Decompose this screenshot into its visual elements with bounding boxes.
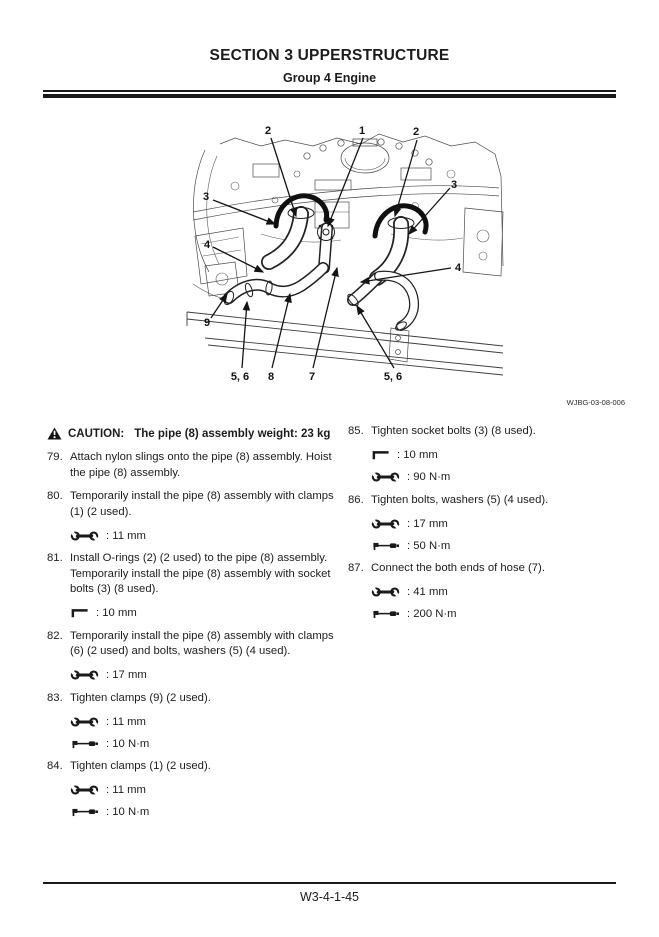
spec-row-wrench [70,529,340,542]
torque-wrench-icon [70,738,99,750]
spec-row-torque [70,806,340,819]
spec-row-wrench [371,586,636,599]
step-number: 84. [47,760,63,772]
engine-diagram [165,116,521,398]
step-text: Tighten socket bolts (3) (8 used). [371,425,536,437]
callout-label: 7 [308,371,316,383]
step-text: Tighten clamps (9) (2 used). [70,691,211,704]
section-title: SECTION 3 UPPERSTRUCTURE [209,47,450,64]
spec-row-wrench [371,471,636,484]
wrench-icon [371,518,400,530]
spec-value: : 10 N·m [106,806,150,818]
step-84 [47,759,340,775]
step-number: 82. [47,629,63,642]
engine-piping-figure [165,116,521,398]
callout-label: 2 [412,126,420,138]
step-80 [47,489,340,520]
step-text: Install O-rings (2) (2 used) to the pipe (8) assembly. Temporarily install the pipe (8) assembly with socket bolts (3) (8 used). [70,552,331,595]
step-number: 79. [47,451,63,463]
callout-label: 4 [454,262,462,274]
page-number: W3-4-1-45 [299,890,360,904]
callout-label: 1 [358,125,366,137]
frame-rails [187,312,503,375]
spec-row-hex-key [371,449,636,462]
caution-label: CAUTION: [68,427,125,440]
wrench-icon [70,784,99,796]
spec-value: : 11 mm [106,715,146,728]
figure-reference-code: WJBG-03-08-006 [566,398,625,407]
step-79 [47,450,340,481]
spec-value: : 10 mm [96,607,137,619]
callout-label: 8 [267,371,275,383]
spec-value: : 90 N·m [407,471,451,483]
step-number: 85. [348,425,364,437]
steps-column-left [47,427,340,828]
step-86 [348,493,636,509]
step-number: 83. [47,691,63,704]
wrench-icon [70,669,99,681]
group-title: Group 4 Engine [282,71,377,85]
hex-key-icon [371,449,390,461]
warning-triangle-icon [47,427,62,440]
spec-value: : 200 N·m [407,608,457,620]
spec-row-wrench [70,669,340,682]
spec-value: : 41 mm [407,586,448,598]
spec-value: : 11 mm [106,529,146,542]
torque-wrench-icon [371,608,400,620]
step-number: 86. [348,493,364,506]
header-rule-thin [43,90,616,92]
step-87 [348,561,636,577]
spec-row-torque [371,608,636,621]
callout-label: 2 [264,125,272,137]
callout-label: 5, 6 [230,371,250,383]
callout-label: 5, 6 [383,371,403,383]
step-text: Attach nylon slings onto the pipe (8) assembly. Hoist the pipe (8) assembly. [70,451,332,479]
spec-row-hex-key [70,607,340,620]
caution-text: The pipe (8) assembly weight: 23 kg [134,427,331,440]
wrench-icon [70,716,99,728]
step-text: Connect the both ends of hose (7). [371,562,545,574]
spec-row-torque [371,539,636,552]
spec-value: : 10 N·m [106,737,150,750]
step-text: Temporarily install the pipe (8) assembly with clamps (1) (2 used). [70,490,334,518]
step-text: Tighten bolts, washers (5) (4 used). [371,493,549,506]
wrench-icon [70,530,99,542]
callout-label: 3 [450,179,458,191]
header-rule-thick [43,94,616,98]
step-number: 80. [47,490,63,502]
spec-value: : 50 N·m [407,539,451,552]
caution-note [47,427,340,440]
callout-label: 4 [203,239,211,251]
step-text: Temporarily install the pipe (8) assembly with clamps (6) (2 used) and bolts, washers (5) (4 used). [70,629,334,657]
footer-rule [43,882,616,884]
step-81 [47,551,340,598]
steps-column-right [348,424,636,630]
spec-value: : 11 mm [106,784,146,796]
step-85 [348,424,636,440]
wrench-icon [371,471,400,483]
engine-background-sketch [193,134,503,300]
spec-row-torque [70,737,340,750]
callout-label: 3 [202,191,210,203]
step-82 [47,629,340,660]
hex-key-icon [70,607,89,619]
callout-label: 9 [203,317,211,329]
step-number: 87. [348,562,364,574]
step-number: 81. [47,552,63,564]
spec-row-wrench [70,715,340,728]
spec-value: : 17 mm [407,517,448,530]
step-83 [47,691,340,707]
spec-row-wrench [70,784,340,797]
spec-row-wrench [371,517,636,530]
torque-wrench-icon [371,540,400,552]
spec-value: : 17 mm [106,669,147,681]
torque-wrench-icon [70,806,99,818]
wrench-icon [371,586,400,598]
step-text: Tighten clamps (1) (2 used). [70,760,211,772]
spec-value: : 10 mm [397,449,438,461]
